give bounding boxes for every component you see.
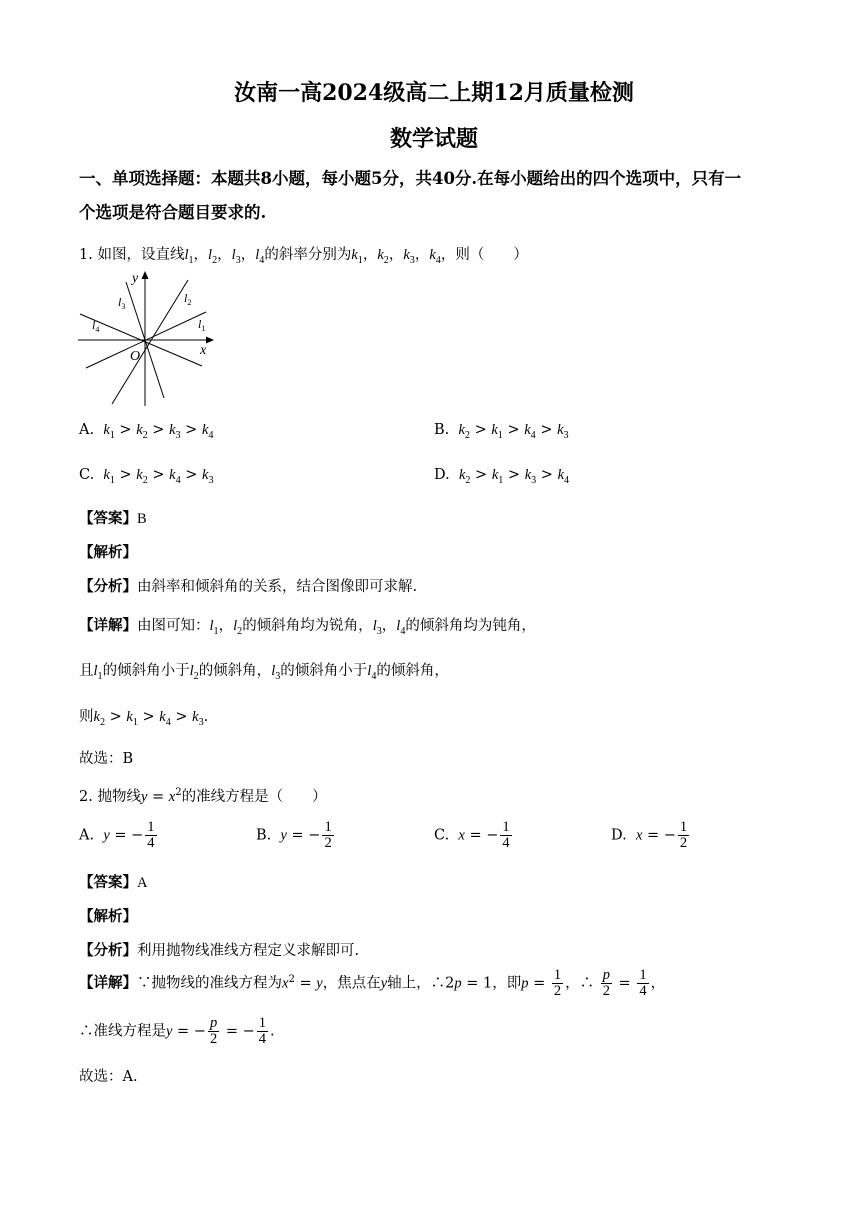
l2-label: $l_2$ [184, 291, 192, 307]
q2-fenxi: 【分析】利用抛物线准线方程定义求解即可. [79, 942, 360, 959]
origin-label: O [130, 349, 141, 364]
l3-label: $l_3$ [118, 295, 126, 311]
q1-option-a[interactable]: A. $k_1 > k_2 > k_3 > k_4$ [79, 422, 214, 441]
q2-option-d[interactable]: D. x = − $\frac{1}{2}$ [611, 819, 688, 852]
q1-option-b[interactable]: B. $k_2 > k_1 > k_4 > k_3$ [434, 422, 569, 441]
q2-option-c[interactable]: C. x = − $\frac{1}{4}$ [434, 819, 510, 852]
q1-stem: 1. 如图，设直线$l_1$，$l_2$，$l_3$，$l_4$的斜率分别为$k_1$，$k_2$，$k_3$，$k_4$，则（ ） [79, 247, 528, 266]
q1-option-c[interactable]: C. $k_1 > k_2 > k_4 > k_3$ [79, 467, 214, 486]
q1-choose: 故选：B [79, 751, 134, 767]
q2-option-b[interactable]: B. y = − $\frac{1}{2}$ [256, 819, 332, 852]
q2-analysis-heading: 【解析】 [79, 908, 137, 925]
line-l2 [112, 280, 188, 404]
l4-label: $l_4$ [92, 318, 100, 334]
q2-answer: 【答案】A [79, 874, 148, 891]
y-label: y [132, 271, 139, 286]
q2-stem: 2. 抛物线$y = x^2$的准线方程是（ ） [79, 787, 327, 805]
y-axis-arrow-icon [142, 271, 149, 279]
l1-label: $l_1$ [198, 317, 206, 333]
q2-xiangjie-line1: 【详解】∵抛物线的准线方程为$x^2 = y$，焦点在y轴上，∴2p = 1，即p = $\frac{1}{2}$ ，∴ $\frac{p}{2}$ = $\frac{1}{4}$ ， [79, 967, 666, 1000]
section-heading-line1: 一、单项选择题：本题共8小题，每小题5分，共40分.在每小题给出的四个选项中，只有一 [79, 169, 742, 188]
q1-analysis-heading: 【解析】 [79, 544, 137, 561]
x-axis-arrow-icon [206, 337, 214, 344]
q2-choose: 故选：A. [79, 1069, 138, 1085]
document-subtitle: 数学试题 [389, 126, 478, 152]
document-title: 汝南一高2024级高二上期12月质量检测 [234, 80, 634, 106]
x-label: x [200, 343, 207, 358]
q1-figure [76, 268, 216, 408]
q1-xiangjie-line1: 【详解】由图可知：$l_1$，$l_2$的倾斜角均为锐角，$l_3$，$l_4$的倾斜角均为钝角， [79, 617, 536, 637]
q2-option-a[interactable]: A. y = − $\frac{1}{4}$ [79, 819, 155, 852]
q1-answer: 【答案】B [79, 510, 147, 527]
q2-xiangjie-line2: ∴准线方程是y = − $\frac{p}{2}$ = − $\frac{1}{4}$ . [79, 1015, 275, 1048]
q1-fenxi: 【分析】由斜率和倾斜角的关系，结合图像即可求解. [79, 578, 418, 595]
q1-option-d[interactable]: D. $k_2 > k_1 > k_3 > k_4$ [434, 467, 570, 486]
q1-xiangjie-line2: 且$l_1$的倾斜角小于$l_2$的倾斜角，$l_3$的倾斜角小于$l_4$的倾斜角， [79, 663, 449, 682]
section-heading-line2: 个选项是符合题目要求的. [79, 203, 267, 222]
q1-xiangjie-line3: 则$k_2 > k_1 > k_4 > k_3$. [79, 709, 209, 728]
